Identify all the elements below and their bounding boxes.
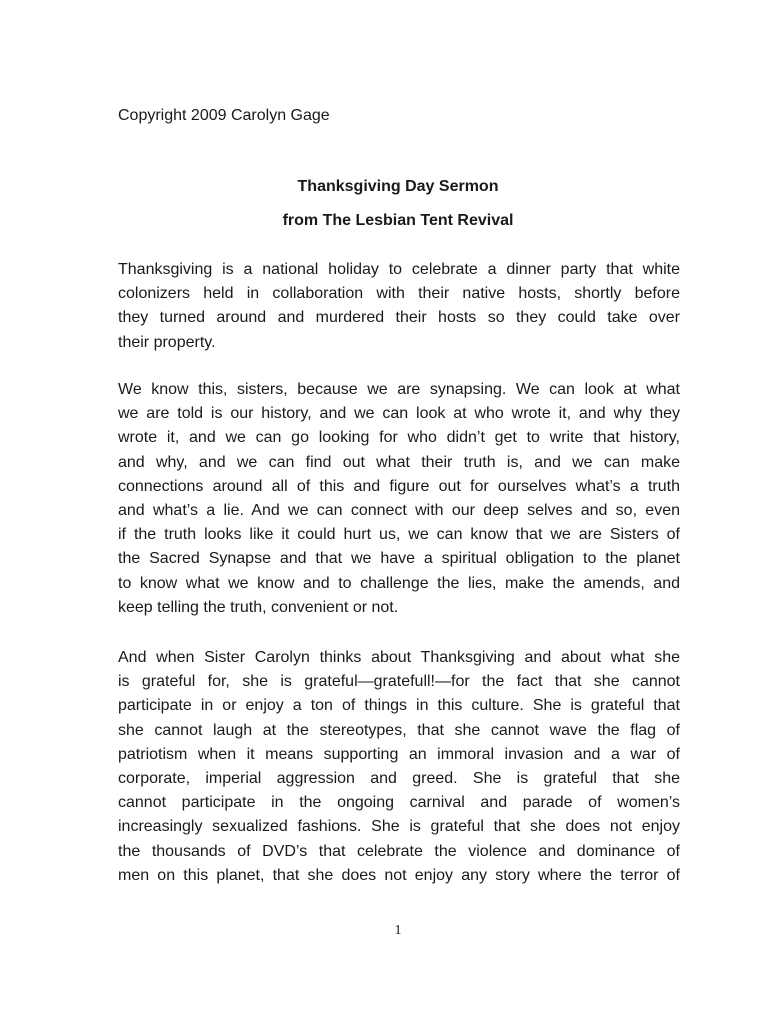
text-line: corporate, imperial aggression and greed. She is grateful that she — [118, 769, 680, 787]
text-line: cannot participate in the ongoing carnival and parade of women’s — [118, 794, 680, 812]
document-subtitle: from The Lesbian Tent Revival — [282, 212, 514, 229]
text-line: patriotism when it means supporting an immoral invasion and a war of — [118, 745, 680, 763]
text-line: and why, and we can find out what their truth is, and we can make — [118, 453, 680, 471]
text-line: is grateful for, she is grateful—gratefull!—for the fact that she cannot — [118, 673, 680, 691]
text-line: if the truth looks like it could hurt us, we can know that we are Sisters of — [118, 526, 680, 544]
text-line: we are told is our history, and we can look at who wrote it, and why they — [118, 405, 680, 423]
text-line: the Sacred Synapse and that we have a spiritual obligation to the planet — [118, 550, 680, 568]
paragraph-1 — [118, 258, 680, 355]
copyright-notice: Copyright 2009 Carolyn Gage — [118, 107, 330, 124]
text-line: Thanksgiving is a national holiday to celebrate a dinner party that white — [118, 261, 680, 278]
text-line: to know what we know and to challenge the lies, make the amends, and — [118, 574, 680, 592]
text-line: And when Sister Carolyn thinks about Thanksgiving and about what she — [118, 649, 680, 666]
text-line: colonizers held in collaboration with their native hosts, shortly before — [118, 285, 680, 303]
text-line: and what’s a lie. And we can connect with our deep selves and so, even — [118, 501, 680, 519]
paragraph-3 — [118, 646, 680, 888]
text-line: men on this planet, that she does not enjoy any story where the terror of — [118, 866, 680, 884]
text-line: their property. — [118, 333, 216, 351]
paragraph-2 — [118, 378, 680, 620]
text-line: We know this, sisters, because we are synapsing. We can look at what — [118, 381, 680, 398]
text-line: keep telling the truth, convenient or not. — [118, 598, 399, 616]
text-line: the thousands of DVD’s that celebrate the violence and dominance of — [118, 842, 680, 860]
page-number: 1 — [394, 923, 402, 938]
document-title: Thanksgiving Day Sermon — [297, 178, 499, 195]
text-line: participate in or enjoy a ton of things in this culture. She is grateful that — [118, 697, 680, 715]
text-line: she cannot laugh at the stereotypes, that she cannot wave the flag of — [118, 721, 680, 739]
text-line: increasingly sexualized fashions. She is grateful that she does not enjoy — [118, 818, 680, 836]
text-line: they turned around and murdered their hosts so they could take over — [118, 309, 680, 327]
text-line: wrote it, and we can go looking for who didn’t get to write that history, — [118, 429, 680, 447]
text-line: connections around all of this and figure out for ourselves what’s a truth — [118, 477, 680, 495]
